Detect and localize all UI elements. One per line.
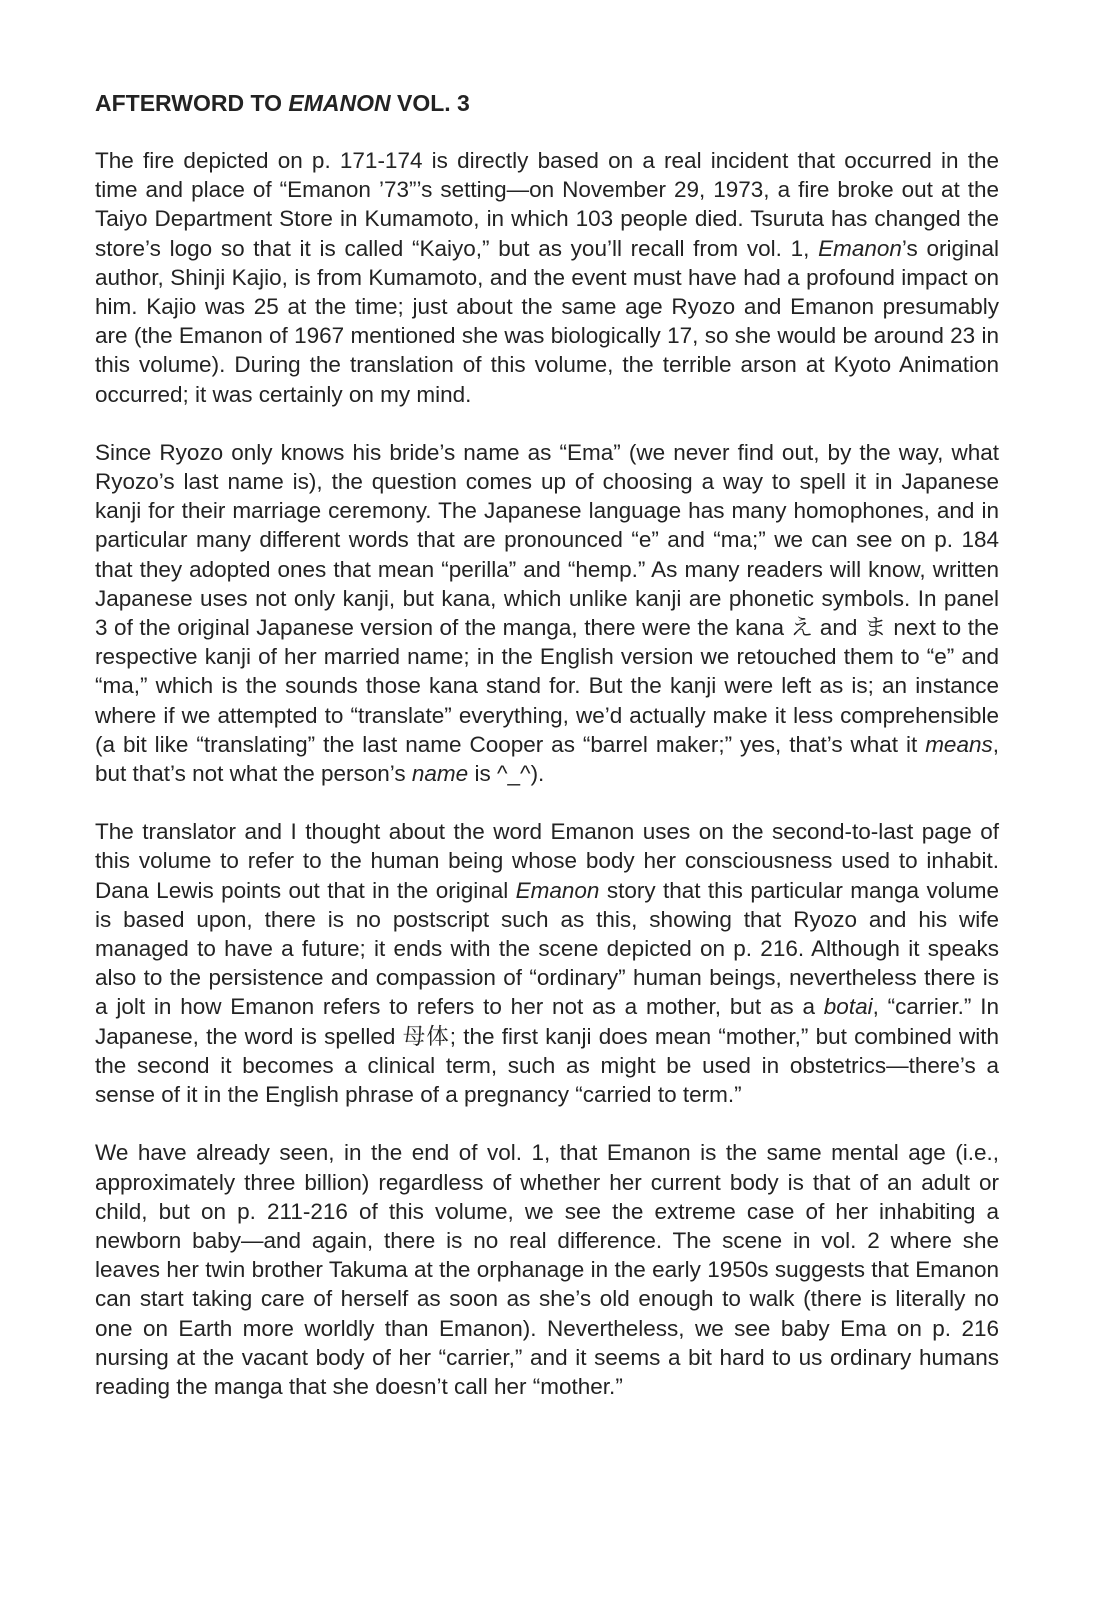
paragraph-run-italic: name [411,761,469,787]
paragraph-run: , but that’s not what the person’s [95,731,999,787]
paragraph-3 [95,817,999,1109]
paragraph-4 [95,1138,999,1401]
afterword-page [95,88,999,1401]
paragraph-2 [95,438,999,788]
paragraph-run-italic: Emanon [515,877,600,903]
title-suffix: VOL. 3 [390,90,470,116]
paragraph-run-italic: Emanon [818,235,902,261]
page-title [95,88,999,118]
paragraph-run: We have already seen, in the end of vol. 1, that Emanon is the same mental age (i.e., approximately three billion) regardless of whether her current body is that of an adult or child, but on p. 211-216 of this volume, we see the extreme case of her inhabiting a newborn baby—and again, there is no real difference. The scene in vol. 2 where she leaves her twin brother Takuma at the orphanage in the early 1950s suggests that Emanon can start taking care of herself as soon as she’s old enough to walk (there is literally no one on Earth more worldly than Emanon). Nevertheless, we see baby Ema on p. 216 nursing at the vacant body of her “carrier,” and it seems a bit hard to us ordinary humans reading the manga that she doesn’t call her “mother.” [95,1140,999,1399]
paragraph-run: story that this particular manga volume is based upon, there is no postscript such as this, showing that Ryozo and his wife managed to have a future; it ends with the scene depicted on p. 216. Although it speaks also to the persistence and compassion of “ordinary” human beings, nevertheless there is a jolt in how Emanon refers to refers to her not as a mother, but as a [95,877,999,1020]
title-italic: EMANON [288,90,391,116]
paragraph-run-italic: botai [823,994,873,1020]
paragraph-run: ’s original author, Shinji Kajio, is from Kumamoto, and the event must have had a profound impact on him. Kajio was 25 at the time; just about the same age Ryozo and Emanon presumably are (the Emanon of 1967 mentioned she was biologically 17, so she would be around 23 in this volume). During the translation of this volume, the terrible arson at Kyoto Animation occurred; it was certainly on my mind. [95,235,999,407]
paragraph-run-italic: means [925,731,993,757]
paragraph-run: is ^_^). [468,761,545,787]
paragraph-run: , “carrier.” In Japanese, the word is spelled 母体; the first kanji does mean “mother,” but combined with the second it becomes a clinical term, such as might be used in obstetrics—there’s a sense of it in the English phrase of a pregnancy “carried to term.” [95,994,999,1108]
paragraph-run: The translator and I thought about the word Emanon uses on the second-to-last page of this volume to refer to the human being whose body her consciousness used to inhabit. Dana Lewis points out that in the original [95,819,999,903]
paragraph-run: Since Ryozo only knows his bride’s name as “Ema” (we never find out, by the way, what Ryozo’s last name is), the question comes up of choosing a way to spell it in Japanese kanji for their marriage ceremony. The Japanese language has many homophones, and in particular many different words that are pronounced “e” and “ma;” we can see on p. 184 that they adopted ones that mean “perilla” and “hemp.” As many readers will know, written Japanese uses not only kanji, but kana, which unlike kanji are phonetic symbols. In panel 3 of the original Japanese version of the manga, there were the kana え and ま next to the respective kanji of her married name; in the English version we retouched them to “e” and “ma,” which is the sounds those kana stand for. But the kanji were left as is; an instance where if we attempted to “translate” everything, we’d actually make it less comprehensible (a bit like “translating” the last name Cooper as “barrel maker;” yes, that’s what it [95,439,999,757]
title-prefix: AFTERWORD TO [95,90,289,116]
paragraph-run: The fire depicted on p. 171-174 is directly based on a real incident that occurred in the time and place of “Emanon ’73”’s setting—on November 29, 1973, a fire broke out at the Taiyo Department Store in Kumamoto, in which 103 people died. Tsuruta has changed the store’s logo so that it is called “Kaiyo,” but as you’ll recall from vol. 1, [95,148,999,261]
paragraph-1 [95,146,999,409]
